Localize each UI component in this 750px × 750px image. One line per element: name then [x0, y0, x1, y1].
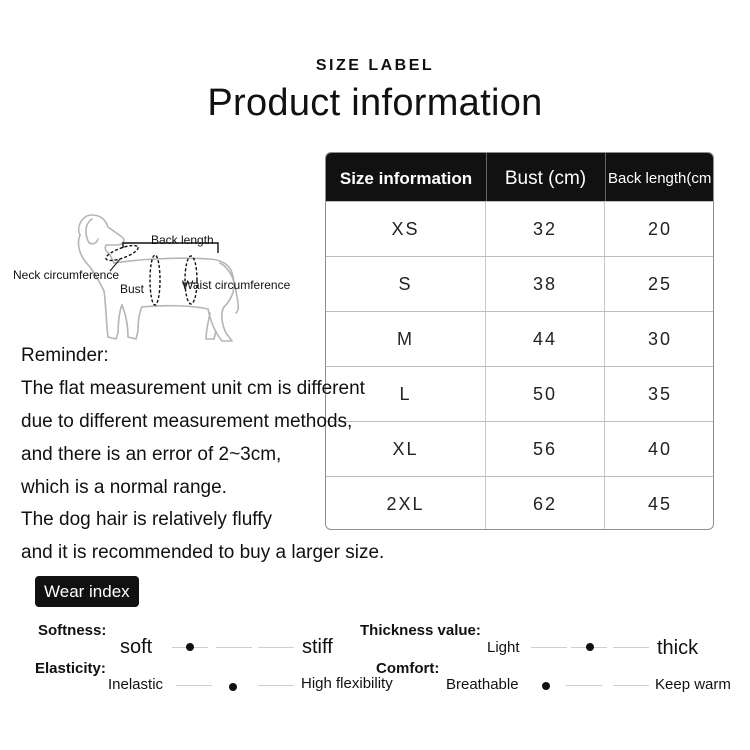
softness-title: Softness:: [38, 622, 107, 639]
thickness-title: Thickness value:: [360, 622, 481, 639]
bust-cell: 56: [486, 422, 605, 477]
comfort-title: Comfort:: [376, 660, 440, 677]
thickness-max-label: thick: [657, 637, 699, 659]
table-row: [326, 476, 713, 530]
table-row: [326, 421, 713, 477]
back-length-cell: 30: [647, 329, 673, 349]
scale-segment: [176, 685, 212, 686]
back-length-cell: 35: [647, 384, 673, 404]
reminder-line: and there is an error of 2~3cm,: [21, 444, 282, 465]
scale-segment: [531, 647, 567, 648]
table-row: [326, 311, 713, 367]
table-row: [326, 201, 713, 257]
bust-cell: 62: [486, 477, 605, 530]
back-length-cell: 25: [647, 274, 673, 294]
comfort-max-label: Keep warm: [655, 676, 731, 693]
scale-segment: [216, 647, 252, 648]
reminder-line: which is a normal range.: [21, 477, 227, 498]
size-cell: M: [326, 312, 486, 367]
elasticity-title: Elasticity:: [35, 660, 106, 677]
size-cell: L: [326, 367, 486, 422]
size-cell: 2XL: [326, 477, 486, 530]
reminder-line: The flat measurement unit cm is different: [21, 378, 365, 399]
table-row: [326, 366, 713, 422]
waist-circumference-label: Waist circumference: [182, 278, 291, 292]
neck-circumference-label: Neck circumference: [13, 268, 120, 282]
table-row: [326, 256, 713, 312]
size-label-heading: SIZE LABEL: [315, 57, 435, 74]
back-length-label: Back length: [151, 233, 214, 247]
scale-segment: [566, 685, 602, 686]
comfort-min-label: Breathable: [446, 676, 519, 693]
scale-segment: [258, 685, 294, 686]
size-cell: S: [326, 257, 486, 312]
softness-indicator-dot: [186, 643, 194, 651]
back-length-cell: 20: [647, 219, 673, 239]
size-cell: XS: [326, 202, 486, 257]
wear-index-badge: Wear index: [35, 576, 139, 607]
thickness-min-label: Light: [487, 639, 520, 656]
column-header-bust: Bust (cm): [486, 153, 606, 201]
elasticity-indicator-dot: [229, 683, 237, 691]
size-table-header: [326, 153, 713, 201]
thickness-indicator-dot: [586, 643, 594, 651]
softness-max-label: stiff: [302, 636, 333, 658]
bust-label: Bust: [120, 282, 145, 296]
comfort-indicator-dot: [542, 682, 550, 690]
dog-measurement-diagram: [10, 205, 320, 355]
scale-segment: [613, 685, 649, 686]
elasticity-min-label: Inelastic: [108, 676, 164, 693]
back-length-cell: 45: [647, 494, 673, 514]
bust-cell: 44: [486, 312, 605, 367]
scale-segment: [613, 647, 649, 648]
reminder-line: and it is recommended to buy a larger size.: [21, 542, 385, 563]
bust-cell: 32: [486, 202, 605, 257]
column-header-back-length: Back length(cm: [608, 170, 712, 187]
bust-cell: 50: [486, 367, 605, 422]
page-title: Product information: [207, 82, 543, 124]
column-header-size: Size information: [326, 153, 487, 201]
elasticity-max-label: High flexibility: [301, 675, 393, 692]
size-table: [325, 152, 714, 530]
reminder-line: due to different measurement methods,: [21, 411, 353, 432]
size-cell: XL: [326, 422, 486, 477]
back-length-cell: 40: [647, 439, 673, 459]
reminder-heading: Reminder:: [21, 345, 109, 366]
reminder-line: The dog hair is relatively fluffy: [21, 509, 272, 530]
softness-min-label: soft: [120, 636, 153, 658]
bust-cell: 38: [486, 257, 605, 312]
scale-segment: [258, 647, 294, 648]
